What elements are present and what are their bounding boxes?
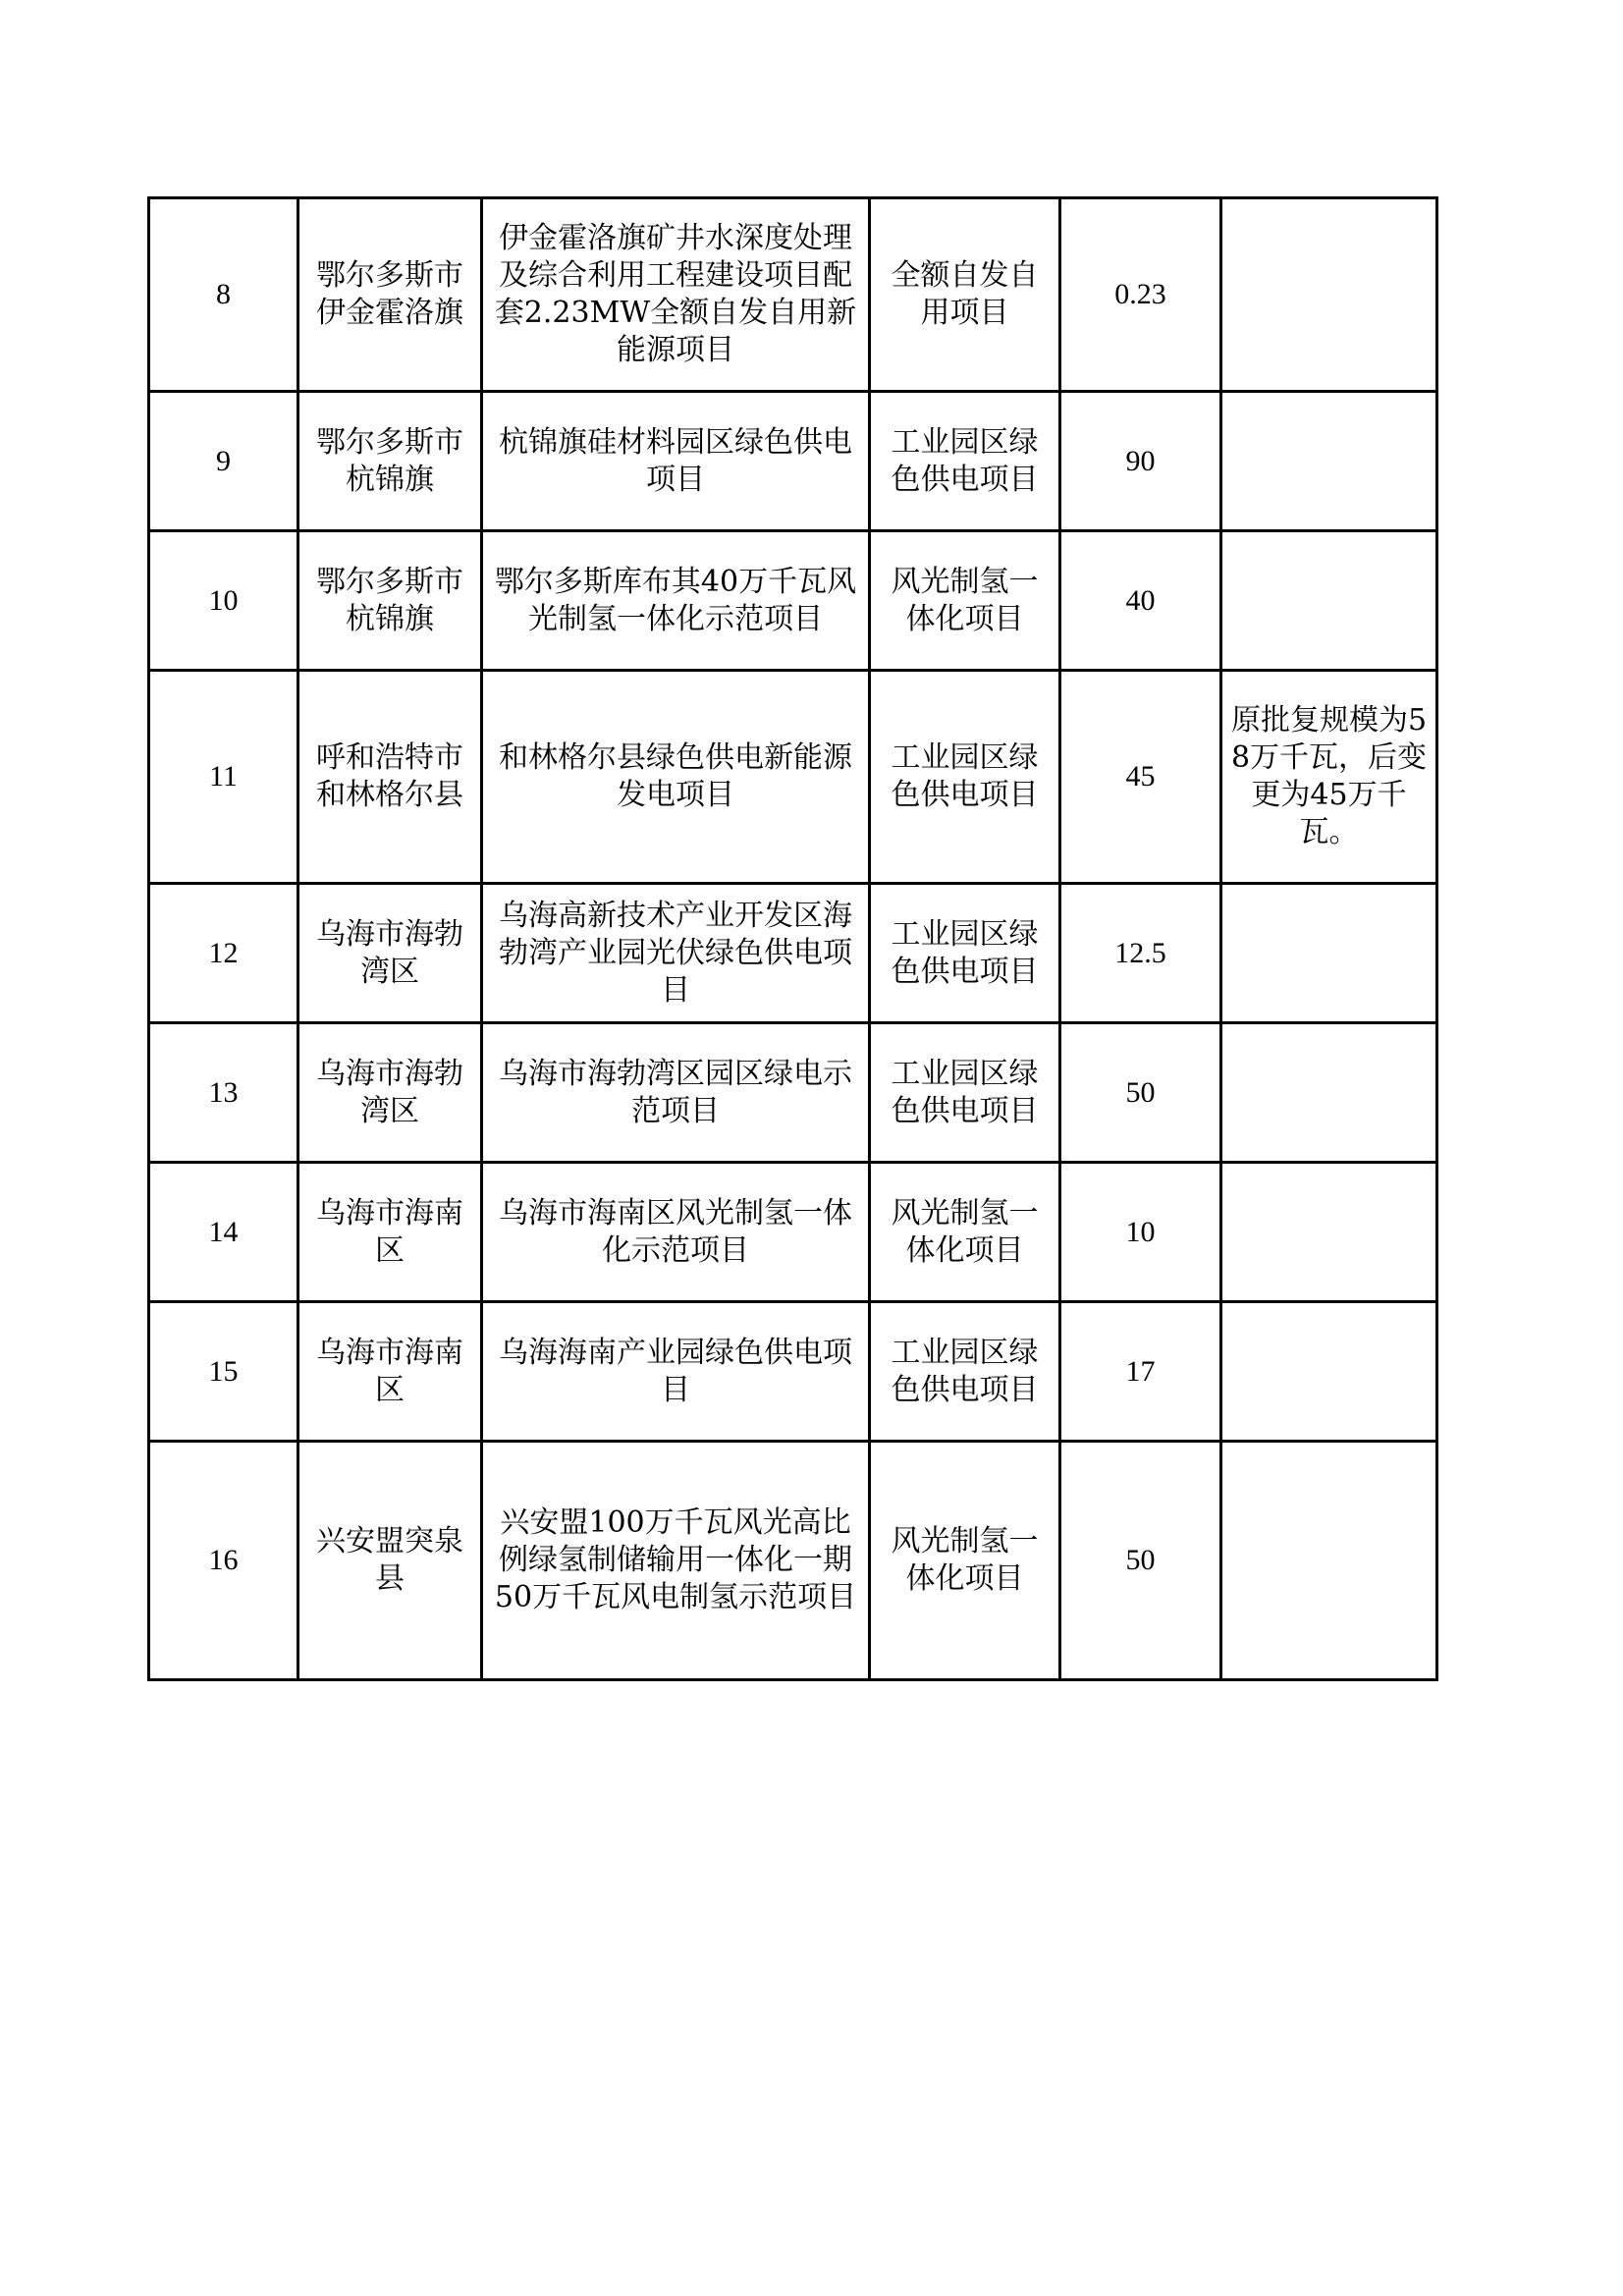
row-number: 14 (149, 1163, 298, 1302)
project-name-cell: 乌海市海勃湾区园区绿电示范项目 (482, 1023, 870, 1163)
project-name-cell: 杭锦旗硅材料园区绿色供电项目 (482, 392, 870, 531)
table-row (149, 884, 1437, 1023)
table-row (149, 671, 1437, 884)
table-row (149, 1023, 1437, 1163)
table-row (149, 198, 1437, 392)
row-number: 12 (149, 884, 298, 1023)
note-cell (1221, 1163, 1437, 1302)
project-type-cell: 风光制氢一体化项目 (870, 1163, 1060, 1302)
note-cell (1221, 884, 1437, 1023)
scale-cell: 0.23 (1060, 198, 1221, 392)
table-row (149, 1442, 1437, 1680)
region-cell: 鄂尔多斯市伊金霍洛旗 (298, 198, 482, 392)
note-cell (1221, 198, 1437, 392)
note-cell (1221, 392, 1437, 531)
project-type-cell: 工业园区绿色供电项目 (870, 392, 1060, 531)
region-cell: 乌海市海勃湾区 (298, 884, 482, 1023)
project-name-cell: 乌海海南产业园绿色供电项目 (482, 1302, 870, 1442)
project-type-cell: 全额自发自用项目 (870, 198, 1060, 392)
project-table (147, 196, 1438, 1681)
scale-cell: 17 (1060, 1302, 1221, 1442)
region-cell: 乌海市海勃湾区 (298, 1023, 482, 1163)
scale-cell: 12.5 (1060, 884, 1221, 1023)
note-cell (1221, 531, 1437, 671)
row-number: 8 (149, 198, 298, 392)
scale-cell: 50 (1060, 1442, 1221, 1680)
row-number: 10 (149, 531, 298, 671)
project-name-cell: 伊金霍洛旗矿井水深度处理及综合利用工程建设项目配套2.23MW全额自发自用新能源项目 (482, 198, 870, 392)
project-name-cell: 和林格尔县绿色供电新能源发电项目 (482, 671, 870, 884)
row-number: 9 (149, 392, 298, 531)
scale-cell: 45 (1060, 671, 1221, 884)
row-number: 13 (149, 1023, 298, 1163)
table-row (149, 531, 1437, 671)
region-cell: 乌海市海南区 (298, 1302, 482, 1442)
note-cell: 原批复规模为58万千瓦，后变更为45万千瓦。 (1221, 671, 1437, 884)
note-cell (1221, 1302, 1437, 1442)
row-number: 16 (149, 1442, 298, 1680)
project-name-cell: 鄂尔多斯库布其40万千瓦风光制氢一体化示范项目 (482, 531, 870, 671)
scale-cell: 50 (1060, 1023, 1221, 1163)
project-name-cell: 兴安盟100万千瓦风光高比例绿氢制储输用一体化一期50万千瓦风电制氢示范项目 (482, 1442, 870, 1680)
note-cell (1221, 1442, 1437, 1680)
project-type-cell: 风光制氢一体化项目 (870, 531, 1060, 671)
table-row (149, 1163, 1437, 1302)
region-cell: 呼和浩特市和林格尔县 (298, 671, 482, 884)
region-cell: 鄂尔多斯市杭锦旗 (298, 531, 482, 671)
region-cell: 鄂尔多斯市杭锦旗 (298, 392, 482, 531)
project-type-cell: 工业园区绿色供电项目 (870, 1302, 1060, 1442)
table-row (149, 1302, 1437, 1442)
region-cell: 兴安盟突泉县 (298, 1442, 482, 1680)
row-number: 15 (149, 1302, 298, 1442)
project-name-cell: 乌海高新技术产业开发区海勃湾产业园光伏绿色供电项目 (482, 884, 870, 1023)
project-type-cell: 工业园区绿色供电项目 (870, 884, 1060, 1023)
project-type-cell: 工业园区绿色供电项目 (870, 1023, 1060, 1163)
table-row (149, 392, 1437, 531)
project-name-cell: 乌海市海南区风光制氢一体化示范项目 (482, 1163, 870, 1302)
note-cell (1221, 1023, 1437, 1163)
scale-cell: 10 (1060, 1163, 1221, 1302)
scale-cell: 90 (1060, 392, 1221, 531)
row-number: 11 (149, 671, 298, 884)
project-type-cell: 风光制氢一体化项目 (870, 1442, 1060, 1680)
scale-cell: 40 (1060, 531, 1221, 671)
region-cell: 乌海市海南区 (298, 1163, 482, 1302)
project-type-cell: 工业园区绿色供电项目 (870, 671, 1060, 884)
